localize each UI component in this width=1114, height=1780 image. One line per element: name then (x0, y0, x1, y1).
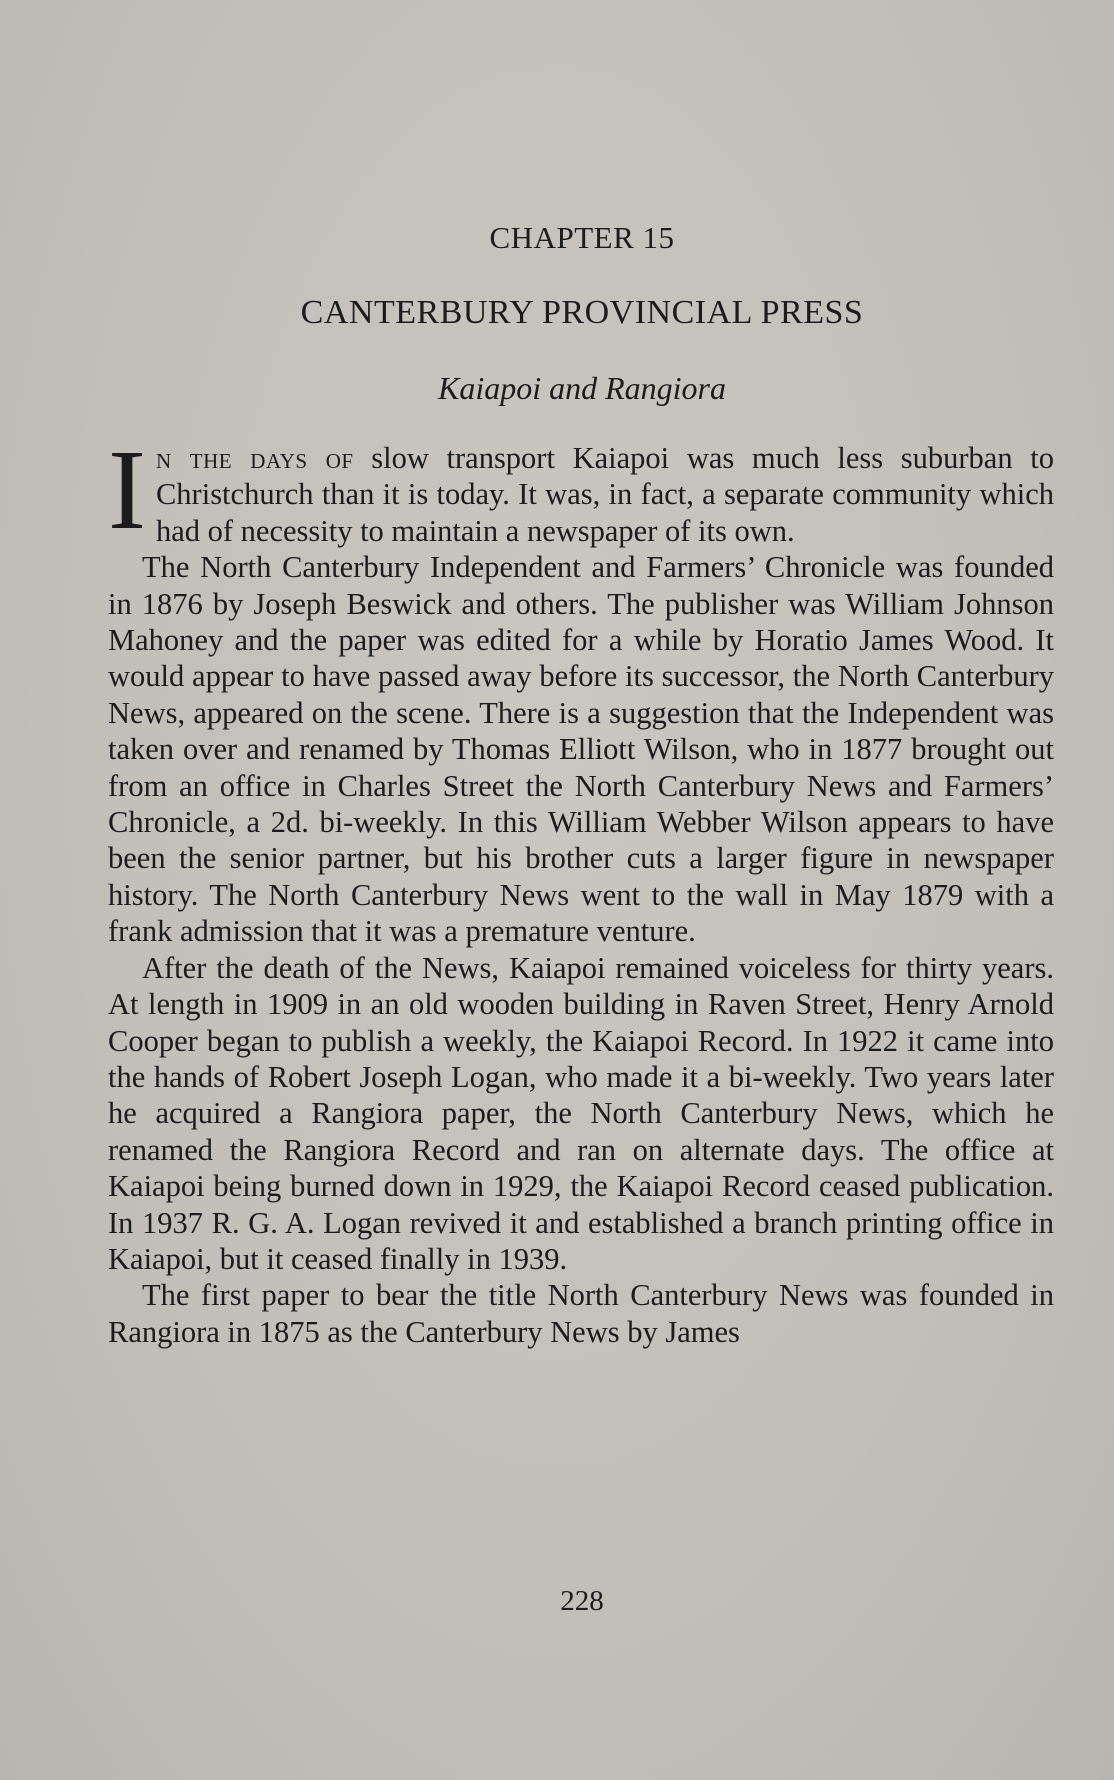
chapter-number: CHAPTER 15 (489, 220, 675, 255)
body-text (108, 426, 1054, 1350)
paragraph-1 (108, 426, 1054, 553)
paragraph-2: The North Canterbury Independent and Farmers’ Chronicle was founded in 1876 by Joseph Beswick and others. The publisher was William Johnson Mahoney and the paper was edited for a while by Horatio James Wood. It would appear to have passed away before its successor, the North Canterbury News, appeared on the scene. There is a suggestion that the Independent was taken over and renamed by Thomas Elliott Wilson, who in 1877 brought out from an office in Charles Street the North Canterbury News and Farmers’ Chronicle, a 2d. bi-weekly. In this William Webber Wilson appears to have been the senior partner, but his brother cuts a larger figure in newspaper history. The North Canterbury News went to the wall in May 1879 with a frank admission that it was a premature venture. (108, 550, 1054, 949)
paragraph-3: After the death of the News, Kaiapoi remained voiceless for thirty years. At length in 1909 in an old wooden building in Raven Street, Henry Arnold Cooper began to publish a weekly, the Kaiapoi Record. In 1922 it came into the hands of Robert Joseph Logan, who made it a bi-weekly. Two years later he acquired a Rangiora paper, the North Canterbury News, which he renamed the Rangiora Record and ran on alternate days. The office at Kaiapoi being burned down in 1929, the Kaiapoi Record ceased publication. In 1937 R. G. A. Logan revived it and established a branch printing office in Kaiapoi, but it ceased finally in 1939. (108, 950, 1054, 1276)
paragraph-1-text: slow transport Kaiapoi was much less suburban to Christchurch than it is today. It was, in fact, a separate community which had of necessity to maintain a newspaper of its own. (155, 441, 1054, 548)
drop-cap: I (108, 426, 146, 553)
paragraph-4: The first paper to bear the title North Canterbury News was founded in Rangiora in 1875 as the Canterbury News by James (108, 1278, 1054, 1349)
lead-in: n the days of (155, 441, 354, 475)
chapter-subtitle: Kaiapoi and Rangiora (437, 370, 726, 406)
chapter-title: CANTERBURY PROVINCIAL PRESS (300, 294, 864, 331)
page-number: 228 (560, 1585, 604, 1617)
